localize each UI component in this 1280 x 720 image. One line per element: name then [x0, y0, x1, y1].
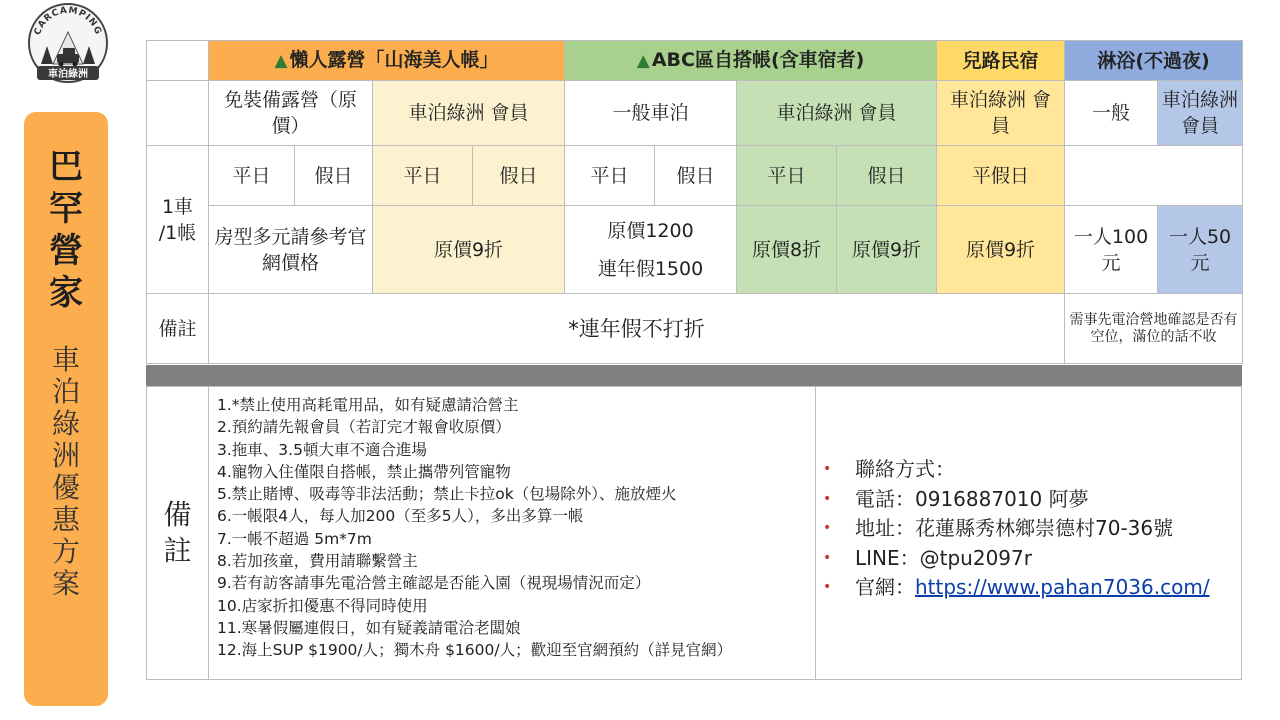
type-abc-general: 一般車泊: [565, 81, 737, 146]
price-abc-general-holiday: 連年假1500: [597, 257, 704, 280]
type-shower-member: 車泊綠洲 會員: [1158, 81, 1243, 146]
day-weekday: 平日: [565, 146, 655, 206]
rule-item: 9.若有訪客請事先電洽營主確認是否能入園（視現場情況而定）: [217, 574, 651, 593]
row-label-line: /1帳: [158, 221, 197, 244]
type-abc-member: 車泊綠洲 會員: [737, 81, 937, 146]
rule-item: 4.寵物入住僅限自搭帳，禁止攜帶列管寵物: [217, 462, 511, 481]
website-link[interactable]: https://www.pahan7036.com/: [915, 575, 1210, 599]
contact-website: [817, 573, 1241, 603]
sidebar-subtitle-char: 綠: [51, 407, 80, 440]
header-lazy-label: 懶人露營「山海美人帳」: [289, 49, 499, 71]
rule-item: 5.禁止賭博、吸毒等非法活動；禁止卡拉ok（包場除外）、施放煙火: [217, 485, 677, 504]
day-both: 平假日: [937, 146, 1065, 206]
price-abc-general-normal: 原價1200: [607, 219, 694, 242]
price-lazy-general: 房型多元請參考官網價格: [209, 206, 373, 294]
sidebar-subtitle: [24, 344, 108, 600]
sidebar-subtitle-char: 優: [51, 471, 80, 504]
table-blank-cell: [1065, 146, 1243, 206]
day-holiday: 假日: [473, 146, 565, 206]
sidebar-panel: [24, 112, 108, 706]
header-minsu: 兒路民宿: [937, 41, 1065, 81]
rule-item: 1.*禁止使用高耗電用品，如有疑慮請洽營主: [217, 396, 519, 414]
contact-info: [817, 455, 1241, 603]
price-lazy-member: 原價9折: [373, 206, 565, 294]
carcamping-logo: [27, 2, 109, 90]
svg-text:CARCAMPING: CARCAMPING: [32, 5, 104, 37]
contact-line: • LINE：@tpu2097r: [817, 544, 1241, 574]
sidebar-subtitle-char: 洲: [51, 439, 80, 472]
website-label: 官網：: [855, 575, 915, 599]
rule-item: 3.拖車、3.5頓大車不適合進場: [217, 440, 427, 459]
sidebar-title: [24, 146, 108, 314]
price-shower-general: 一人100元: [1065, 206, 1158, 294]
sidebar-title-char: 巴: [49, 147, 83, 187]
header-shower: 淋浴(不過夜): [1065, 41, 1243, 81]
rule-item: 12.海上SUP $1900/人；獨木舟 $1600/人；歡迎至官網預約（詳見官網）: [217, 641, 733, 660]
logo-badge-icon: [27, 2, 109, 90]
type-lazy-member: 車泊綠洲 會員: [373, 81, 565, 146]
rule-item: 10.店家折扣優惠不得同時使用: [217, 596, 428, 615]
price-abc-member-holiday: 原價9折: [837, 206, 937, 294]
rules-list: [209, 387, 816, 679]
day-weekday: 平日: [373, 146, 473, 206]
section-divider: [146, 365, 1242, 386]
header-lazy-camping: [209, 41, 565, 81]
rule-item: 7.一帳不超過 5m*7m: [217, 529, 372, 548]
type-shower-general: 一般: [1065, 81, 1158, 146]
remark-text: *連年假不打折: [209, 294, 1065, 364]
sidebar-subtitle-char: 案: [51, 567, 80, 600]
price-abc-member-weekday: 原價8折: [737, 206, 837, 294]
price-minsu: 原價9折: [937, 206, 1065, 294]
table-blank-cell: [147, 81, 209, 146]
shower-remark: 需事先電洽營地確認是否有空位，滿位的話不收: [1065, 294, 1243, 364]
notes-label: [147, 387, 209, 679]
notes-section: [146, 386, 1242, 680]
contact-title: • 聯絡方式：: [817, 455, 1241, 485]
day-weekday: 平日: [737, 146, 837, 206]
sidebar-subtitle-char: 泊: [51, 375, 80, 408]
price-shower-member: 一人50元: [1158, 206, 1243, 294]
rule-item: 6.一帳限4人，每人加200（至多5人），多出多算一帳: [217, 507, 584, 526]
notes-label-text: 備註: [163, 498, 192, 567]
rule-item: 2.預約請先報會員（若訂完才報會收原價）: [217, 418, 511, 437]
type-lazy-general: 免裝備露營（原價）: [209, 81, 373, 146]
rule-item: 11.寒暑假屬連假日，如有疑義請電洽老闆娘: [217, 618, 521, 637]
day-holiday: 假日: [295, 146, 373, 206]
pricing-table: [146, 40, 1243, 364]
header-abc-label: ABC區自搭帳(含車宿者): [651, 49, 865, 71]
sidebar-subtitle-char: 惠: [51, 503, 80, 536]
type-minsu-member: 車泊綠洲 會員: [937, 81, 1065, 146]
sidebar-title-char: 罕: [49, 189, 83, 229]
sidebar-subtitle-char: 車: [51, 343, 80, 376]
tree-icon: ▲: [274, 51, 288, 71]
sidebar-title-char: 家: [49, 273, 83, 313]
day-weekday: 平日: [209, 146, 295, 206]
day-holiday: 假日: [837, 146, 937, 206]
header-abc-area: [565, 41, 937, 81]
row-label-line: 1車: [161, 195, 194, 218]
table-corner: [147, 41, 209, 81]
rule-item: 8.若加孩童，費用請聯繫營主: [217, 552, 418, 571]
tree-icon: ▲: [636, 51, 650, 71]
sidebar-title-char: 營: [49, 231, 83, 271]
contact-phone: • 電話：0916887010 阿夢: [817, 485, 1241, 515]
day-holiday: 假日: [655, 146, 737, 206]
price-abc-general: [565, 206, 737, 294]
remark-label: 備註: [147, 294, 209, 364]
row-label-car-tent: [147, 146, 209, 294]
svg-text:車泊綠洲: 車泊綠洲: [48, 69, 88, 80]
sidebar-subtitle-char: 方: [51, 535, 80, 568]
contact-address: • 地址：花蓮縣秀林鄉崇德村70-36號: [817, 514, 1241, 544]
